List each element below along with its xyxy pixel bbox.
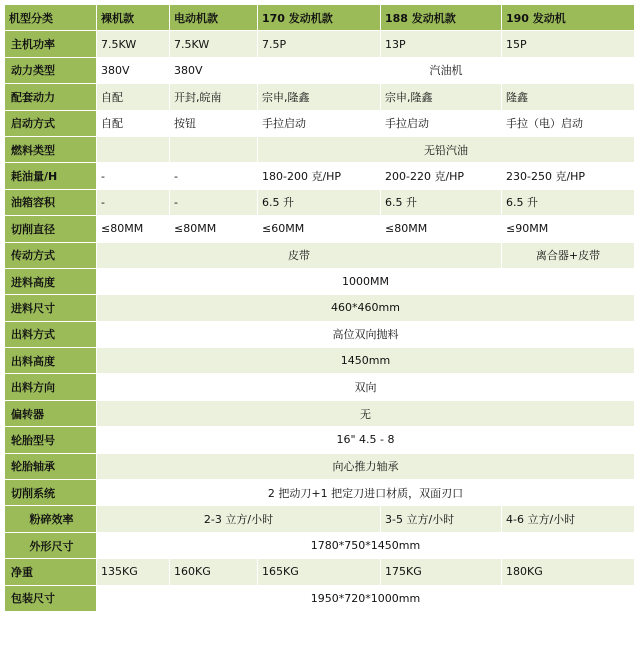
cell: 380V bbox=[170, 57, 258, 83]
cell: 135KG bbox=[97, 559, 170, 585]
cell: 4-6 立方/小时 bbox=[502, 506, 635, 532]
cell-span: 双向 bbox=[97, 374, 635, 400]
cell: 160KG bbox=[170, 559, 258, 585]
cell: 手拉启动 bbox=[258, 110, 381, 136]
row-tank bbox=[5, 189, 635, 215]
model-electric: 电动机款 bbox=[170, 5, 258, 31]
cell: 手拉启动 bbox=[381, 110, 502, 136]
model-190: 190 发动机 bbox=[502, 5, 635, 31]
row-out-height bbox=[5, 348, 635, 374]
cell: 180-200 克/HP bbox=[258, 163, 381, 189]
cell: 3-5 立方/小时 bbox=[381, 506, 502, 532]
model-bare: 裸机款 bbox=[97, 5, 170, 31]
row-label: 进料尺寸 bbox=[5, 295, 97, 321]
cell-span: 1000MM bbox=[97, 268, 635, 294]
row-out-direction bbox=[5, 374, 635, 400]
row-deflector bbox=[5, 400, 635, 426]
row-label: 出料高度 bbox=[5, 348, 97, 374]
cell: 宗申,隆鑫 bbox=[381, 84, 502, 110]
row-label: 净重 bbox=[5, 559, 97, 585]
cell: 200-220 克/HP bbox=[381, 163, 502, 189]
cell-span: 高位双向抛料 bbox=[97, 321, 635, 347]
cell: 230-250 克/HP bbox=[502, 163, 635, 189]
cell: 离合器+皮带 bbox=[502, 242, 635, 268]
cell: 手拉（电）启动 bbox=[502, 110, 635, 136]
cell: 380V bbox=[97, 57, 170, 83]
row-label: 轮胎轴承 bbox=[5, 453, 97, 479]
row-label: 燃料类型 bbox=[5, 136, 97, 162]
header-label: 机型分类 bbox=[5, 5, 97, 31]
cell: 按钮 bbox=[170, 110, 258, 136]
cell: 7.5P bbox=[258, 31, 381, 57]
cell: 6.5 升 bbox=[502, 189, 635, 215]
cell-empty bbox=[170, 136, 258, 162]
row-label: 偏转器 bbox=[5, 400, 97, 426]
cell: ≤60MM bbox=[258, 216, 381, 242]
row-label: 切削直径 bbox=[5, 216, 97, 242]
cell: 7.5KW bbox=[97, 31, 170, 57]
cell: 自配 bbox=[97, 110, 170, 136]
cell-span: 无 bbox=[97, 400, 635, 426]
row-label: 配套动力 bbox=[5, 84, 97, 110]
row-label: 粉碎效率 bbox=[5, 506, 97, 532]
row-label: 切削系统 bbox=[5, 480, 97, 506]
cell: 165KG bbox=[258, 559, 381, 585]
spec-table bbox=[4, 4, 635, 612]
row-main-power bbox=[5, 31, 635, 57]
row-tire bbox=[5, 427, 635, 453]
cell-span: 无铅汽油 bbox=[258, 136, 635, 162]
row-start-mode bbox=[5, 110, 635, 136]
row-cut-diameter bbox=[5, 216, 635, 242]
cell-span: 向心推力轴承 bbox=[97, 453, 635, 479]
cell: 宗申,隆鑫 bbox=[258, 84, 381, 110]
row-fuel-use bbox=[5, 163, 635, 189]
row-label: 动力类型 bbox=[5, 57, 97, 83]
row-label: 出料方向 bbox=[5, 374, 97, 400]
cell: 175KG bbox=[381, 559, 502, 585]
row-label: 包装尺寸 bbox=[5, 585, 97, 611]
row-label: 油箱容积 bbox=[5, 189, 97, 215]
row-package bbox=[5, 585, 635, 611]
cell: ≤90MM bbox=[502, 216, 635, 242]
cell: ≤80MM bbox=[381, 216, 502, 242]
row-fuel-type bbox=[5, 136, 635, 162]
row-feed-size bbox=[5, 295, 635, 321]
row-label: 轮胎型号 bbox=[5, 427, 97, 453]
cell: - bbox=[97, 189, 170, 215]
cell-span: 16" 4.5 - 8 bbox=[97, 427, 635, 453]
row-discharge bbox=[5, 321, 635, 347]
cell: 自配 bbox=[97, 84, 170, 110]
row-label: 耗油量/H bbox=[5, 163, 97, 189]
cell-span: 1450mm bbox=[97, 348, 635, 374]
row-bearing bbox=[5, 453, 635, 479]
row-label: 启动方式 bbox=[5, 110, 97, 136]
row-feed-height bbox=[5, 268, 635, 294]
cell: 180KG bbox=[502, 559, 635, 585]
cell: ≤80MM bbox=[170, 216, 258, 242]
row-label: 出料方式 bbox=[5, 321, 97, 347]
model-188: 188 发动机款 bbox=[381, 5, 502, 31]
model-170: 170 发动机款 bbox=[258, 5, 381, 31]
cell: 开封,皖南 bbox=[170, 84, 258, 110]
cell: 6.5 升 bbox=[258, 189, 381, 215]
cell-span: 2 把动刀+1 把定刀进口材质，双面刃口 bbox=[97, 480, 635, 506]
row-weight bbox=[5, 559, 635, 585]
cell: - bbox=[97, 163, 170, 189]
cell: 15P bbox=[502, 31, 635, 57]
cell: 6.5 升 bbox=[381, 189, 502, 215]
cell-span: 2-3 立方/小时 bbox=[97, 506, 381, 532]
row-label: 主机功率 bbox=[5, 31, 97, 57]
cell-empty bbox=[97, 136, 170, 162]
row-dimensions bbox=[5, 532, 635, 558]
cell: - bbox=[170, 189, 258, 215]
cell: 7.5KW bbox=[170, 31, 258, 57]
row-efficiency bbox=[5, 506, 635, 532]
row-power-type bbox=[5, 57, 635, 83]
row-label: 传动方式 bbox=[5, 242, 97, 268]
cell-span: 汽油机 bbox=[258, 57, 635, 83]
row-label: 外形尺寸 bbox=[5, 532, 97, 558]
cell: ≤80MM bbox=[97, 216, 170, 242]
cell-span: 1780*750*1450mm bbox=[97, 532, 635, 558]
cell-span: 460*460mm bbox=[97, 295, 635, 321]
cell-span: 皮带 bbox=[97, 242, 502, 268]
row-label: 进料高度 bbox=[5, 268, 97, 294]
cell: - bbox=[170, 163, 258, 189]
row-power-source bbox=[5, 84, 635, 110]
cell: 隆鑫 bbox=[502, 84, 635, 110]
cell-span: 1950*720*1000mm bbox=[97, 585, 635, 611]
row-drive bbox=[5, 242, 635, 268]
header-row bbox=[5, 5, 635, 31]
cell: 13P bbox=[381, 31, 502, 57]
row-cutting bbox=[5, 480, 635, 506]
